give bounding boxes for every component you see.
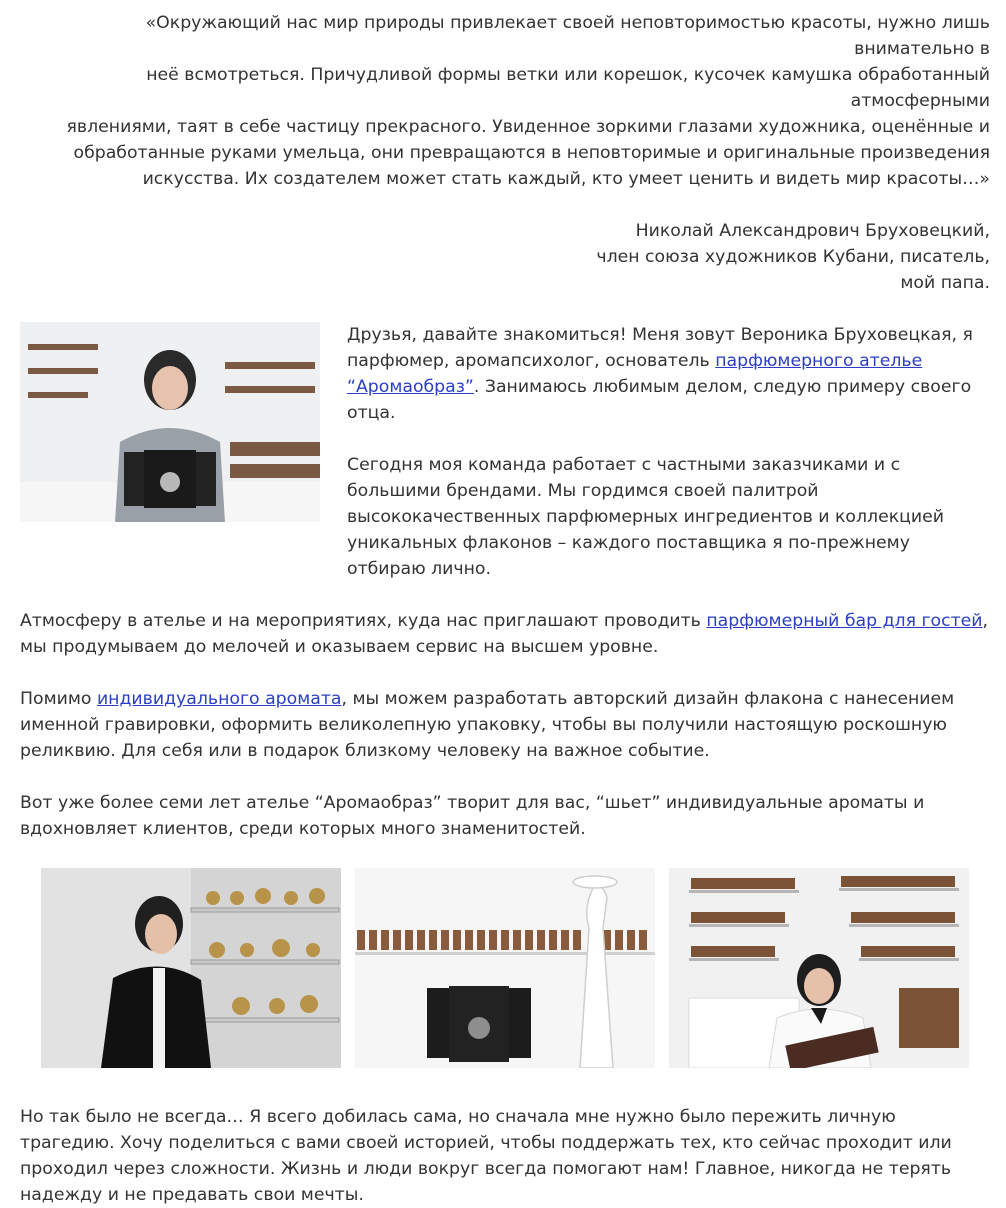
interior-illustration <box>355 868 655 1068</box>
individual-paragraph <box>20 686 990 764</box>
desk-illustration <box>669 868 969 1068</box>
epigraph-quote <box>20 10 990 192</box>
signature-role: член союза художников Кубани, писатель, <box>596 247 990 267</box>
perfume-bar-link[interactable]: парфюмерный бар для гостей <box>706 611 983 631</box>
intro-text <box>347 322 990 582</box>
atmosphere-text-end: , мы продумываем до мелочей и оказываем сервис на высшем уровне. <box>20 611 989 657</box>
individual-text-end: , мы можем разработать авторский дизайн флакона с нанесением именной гравировки, оформить великолепную упаковку, чтобы вы получили настоящую роскошную реликвию. Для себя или в подарок близкому человеку на важное событие. <box>20 689 955 761</box>
quote-line: обработанные руками умельца, они превращаются в неповторимые и оригинальные произведения <box>73 143 990 163</box>
quote-line: явлениями, таят в себе частицу прекрасного. Увиденное зоркими глазами художника, оценённые и <box>66 117 990 137</box>
gallery-photo-interior <box>355 868 655 1068</box>
atelier-link[interactable]: парфюмерного ателье “Аромаобраз” <box>347 351 923 397</box>
individual-aroma-link[interactable]: индивидуального аромата <box>96 689 342 709</box>
intro-section <box>20 322 990 582</box>
quote-line: искусства. Их создателем может стать каждый, кто умеет ценить и видеть мир красоты…» <box>142 169 990 189</box>
atmosphere-text-start: Атмосферу в ателье и на мероприятиях, куда нас приглашают проводить <box>20 611 707 631</box>
quote-line: неё всмотреться. Причудливой формы ветки или корешок, кусочек камушка обработанный атмосферными <box>146 65 990 111</box>
team-paragraph: Сегодня моя команда работает с частными заказчиками и с большими брендами. Мы гордимся своей палитрой высококачественных парфюмерных ингредиентов и коллекцией уникальных флаконов – каждого поставщика я по-прежнему отбираю лично. <box>347 455 945 579</box>
years-paragraph: Вот уже более семи лет ателье “Аромаобраз” творит для вас, “шьет” индивидуальные ароматы и вдохновляет клиентов, среди которых много знаменитостей. <box>20 793 925 839</box>
portrait-photo <box>20 322 320 522</box>
signature-relation: мой папа. <box>900 273 990 293</box>
individual-text-start: Помимо <box>20 689 97 709</box>
atmosphere-paragraph <box>20 608 990 660</box>
portrait-illustration <box>20 322 320 522</box>
intro-text-start: Друзья, давайте знакомиться! Меня зовут Вероника Бруховецкая, я парфюмер, аромапсихолог, основатель <box>347 325 973 371</box>
photo-gallery <box>20 868 990 1068</box>
bottles-illustration <box>41 868 341 1068</box>
signature-name: Николай Александрович Бруховецкий, <box>635 221 990 241</box>
gallery-photo-desk <box>669 868 969 1068</box>
closing-paragraph: Но так было не всегда… Я всего добилась сама, но сначала мне нужно было пережить личную трагедию. Хочу поделиться с вами своей историей, чтобы поддержать тех, кто сейчас проходит или проходил через сложности. Жизнь и люди вокруг всегда помогают нам! Главное, никогда не терять надежду и не предавать свои мечты. <box>20 1107 952 1205</box>
intro-paragraph <box>347 322 990 426</box>
gallery-photo-bottles <box>41 868 341 1068</box>
quote-line: «Окружающий нас мир природы привлекает своей неповторимостью красоты, нужно лишь внимательно в <box>145 13 990 59</box>
quote-signature <box>20 218 990 296</box>
intro-text-end: . Занимаюсь любимым делом, следую примеру своего отца. <box>347 377 972 423</box>
article <box>20 10 990 1208</box>
